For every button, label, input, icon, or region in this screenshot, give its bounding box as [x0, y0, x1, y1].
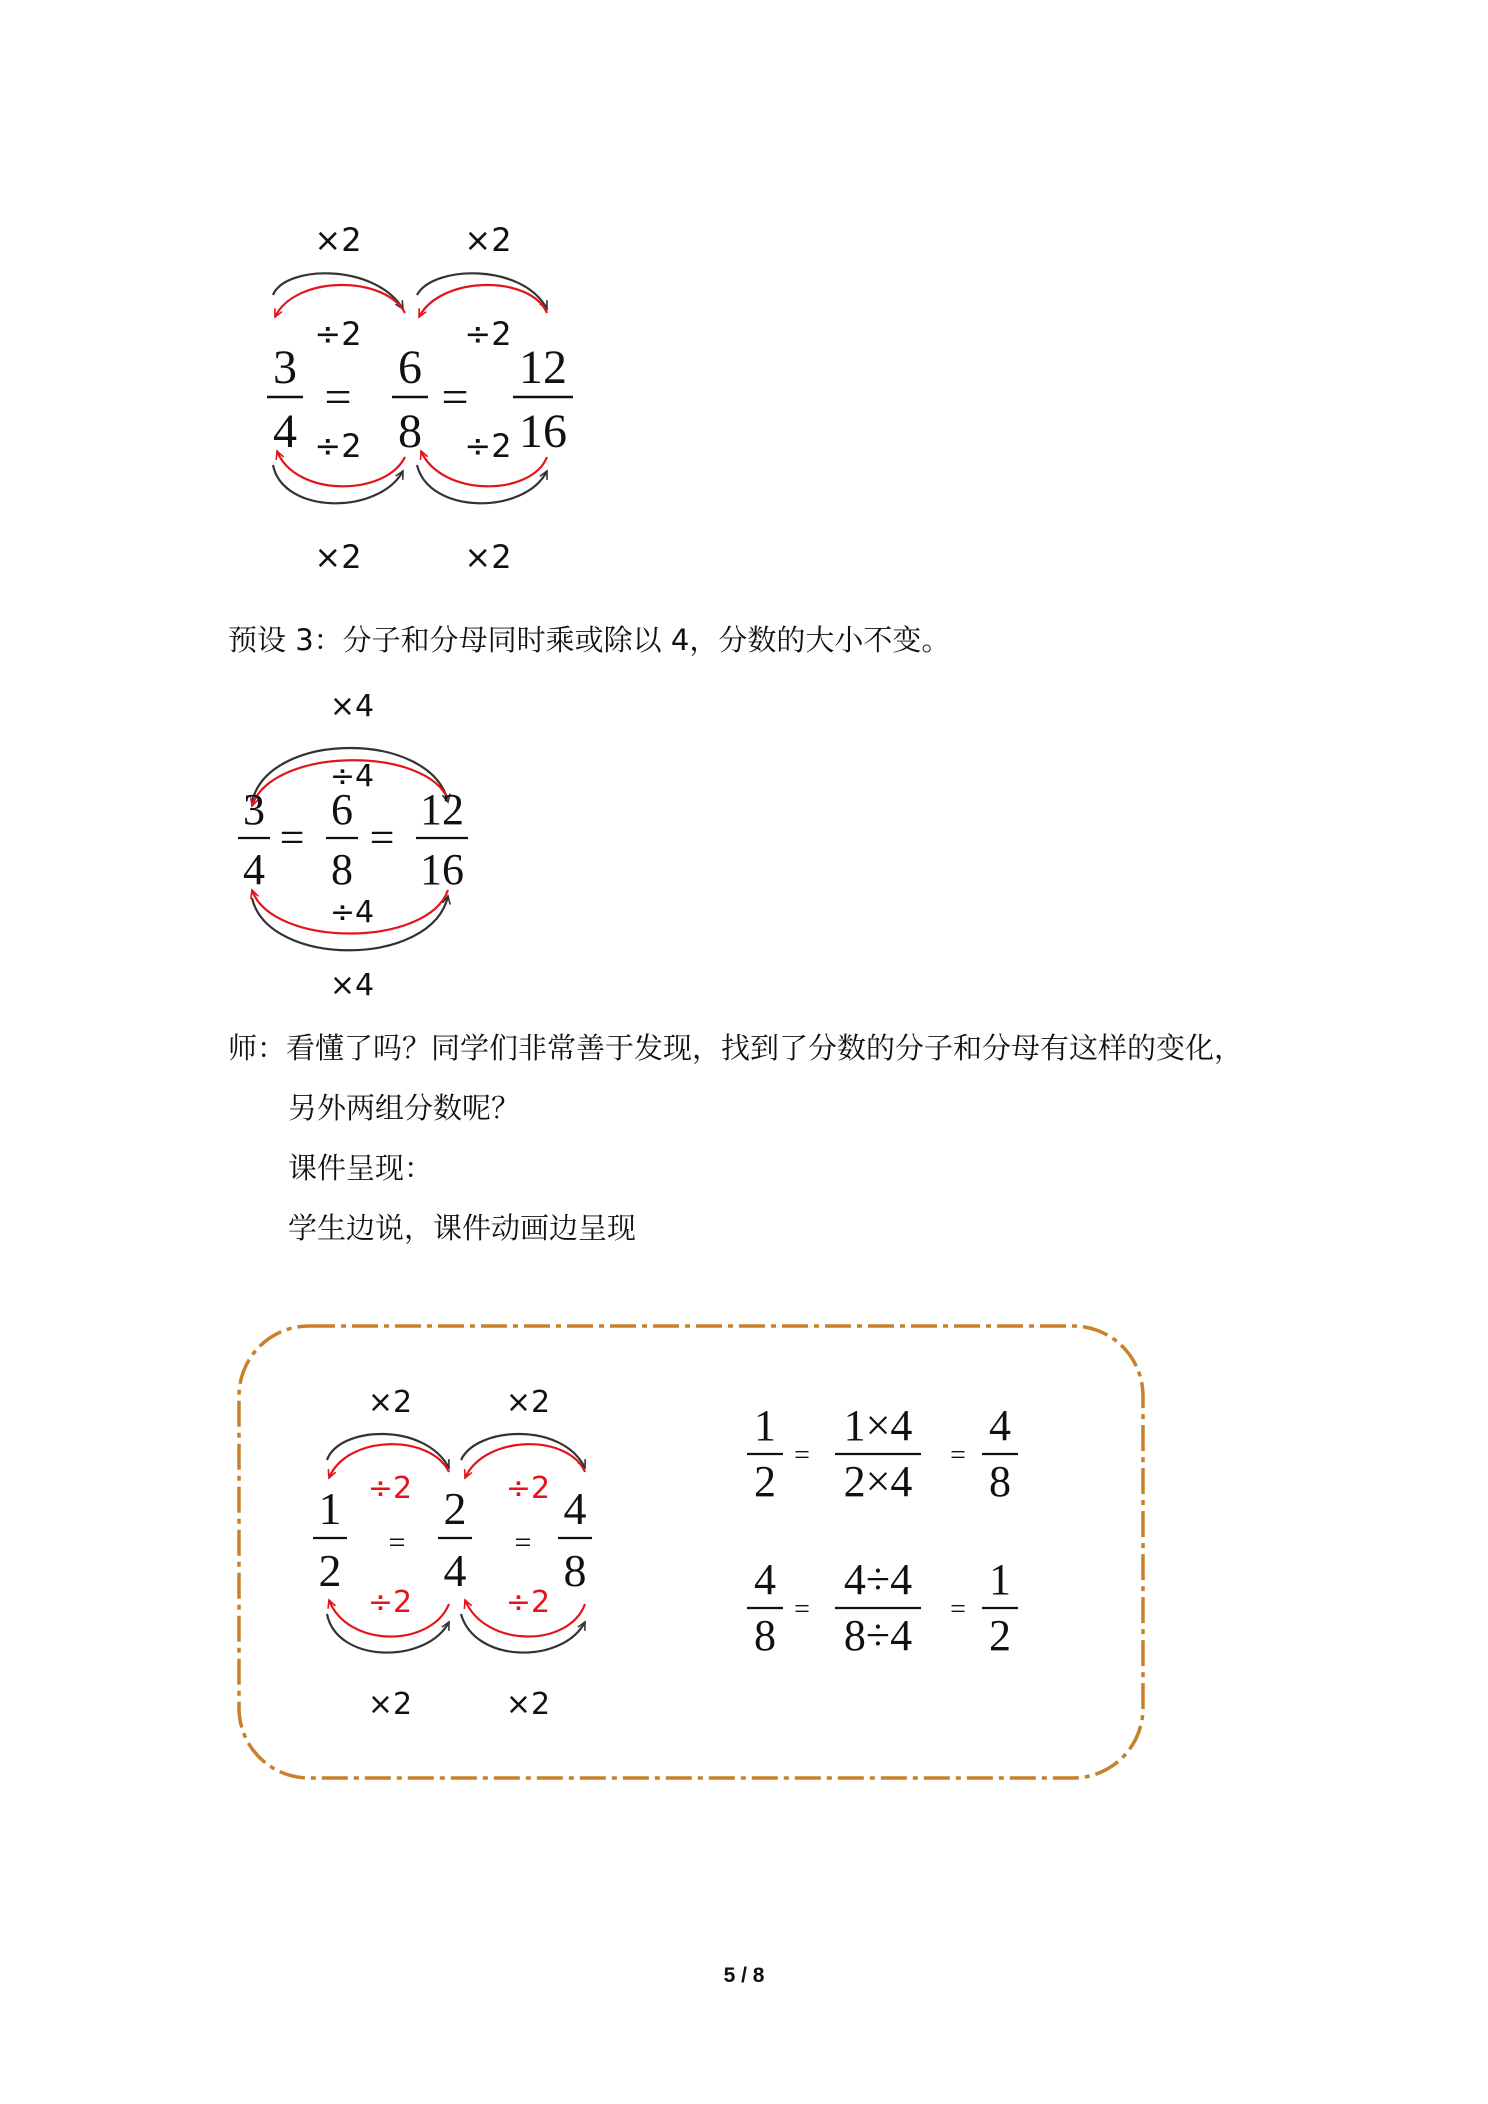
fraction-2-denominator: 4	[443, 1545, 467, 1596]
mid-top-op-2: ÷2	[464, 315, 512, 353]
teacher-line-4: 学生边说，课件动画边呈现	[288, 1211, 637, 1245]
teacher-line-3: 课件呈现：	[288, 1151, 434, 1185]
bottom-op-2: ×2	[464, 538, 512, 576]
top-arc-multiply-2	[461, 1434, 585, 1468]
row1-fraction-2-numerator: 1×4	[843, 1401, 913, 1450]
fraction-2-denominator: 8	[331, 845, 353, 894]
fraction-1-numerator: 1	[318, 1483, 342, 1534]
teacher-line-2: 另外两组分数呢？	[288, 1091, 521, 1125]
row2-fraction-1-denominator: 8	[754, 1611, 776, 1660]
fraction-1-denominator: 4	[243, 845, 265, 894]
top-arc-multiply-1	[273, 273, 403, 309]
row1-fraction-3-numerator: 4	[989, 1401, 1011, 1450]
top-op-2: ×2	[505, 1385, 551, 1420]
mid-bottom-op-1: ÷2	[314, 427, 362, 465]
fraction-1-numerator: 3	[273, 341, 297, 394]
equals-2: =	[514, 1526, 532, 1559]
bottom-op: ×4	[329, 968, 375, 1003]
equals-2: =	[441, 371, 469, 424]
row2-fraction-1-numerator: 4	[754, 1555, 776, 1604]
mid-top-op: ÷4	[329, 759, 375, 794]
mid-bottom-op-2: ÷2	[464, 427, 512, 465]
top-arc-multiply-1	[327, 1434, 449, 1468]
fraction-2-denominator: 8	[398, 405, 422, 458]
row1-equals-2: =	[950, 1440, 966, 1471]
row1-fraction-2-denominator: 2×4	[843, 1457, 913, 1506]
row2-equals-2: =	[950, 1594, 966, 1625]
fraction-3-numerator: 4	[563, 1483, 587, 1534]
preset-3-text: 预设 3：分子和分母同时乘或除以 4，分数的大小不变。	[228, 623, 951, 657]
mid-bottom-op-1: ÷2	[367, 1585, 413, 1620]
fraction-diagram-2	[232, 690, 492, 1010]
top-arc-divide-2	[419, 285, 547, 317]
row2-fraction-3-denominator: 2	[989, 1611, 1011, 1660]
fraction-3-numerator: 12	[519, 341, 567, 394]
fraction-3-denominator: 16	[519, 405, 567, 458]
teacher-line-1: 师：看懂了吗？同学们非常善于发现，找到了分数的分子和分母有这样的变化，	[228, 1031, 1244, 1065]
fraction-2-numerator: 6	[398, 341, 422, 394]
top-op-1: ×2	[367, 1385, 413, 1420]
row2-fraction-2-numerator: 4÷4	[843, 1555, 913, 1604]
fraction-2-numerator: 6	[331, 785, 353, 834]
equals-2: =	[369, 813, 395, 862]
fraction-3-denominator: 16	[420, 845, 464, 894]
mid-top-op-1: ÷2	[314, 315, 362, 353]
equals-1: =	[324, 371, 352, 424]
fraction-1-denominator: 4	[273, 405, 297, 458]
top-op-1: ×2	[314, 221, 362, 259]
top-op-2: ×2	[464, 221, 512, 259]
fraction-diagram-1	[255, 215, 585, 575]
row2-fraction-3-numerator: 1	[989, 1555, 1011, 1604]
mid-top-op-2: ÷2	[505, 1471, 551, 1506]
top-op: ×4	[329, 689, 375, 724]
equals-1: =	[388, 1526, 406, 1559]
bottom-op-1: ×2	[367, 1687, 413, 1722]
mid-bottom-op-2: ÷2	[505, 1585, 551, 1620]
bottom-op-2: ×2	[505, 1687, 551, 1722]
mid-top-op-1: ÷2	[367, 1471, 413, 1506]
row2-fraction-2-denominator: 8÷4	[843, 1611, 913, 1660]
row1-fraction-1-denominator: 2	[754, 1457, 776, 1506]
fraction-1-denominator: 2	[318, 1545, 342, 1596]
fraction-3-numerator: 12	[420, 785, 464, 834]
page-number: 5 / 8	[723, 1964, 765, 1987]
equals-1: =	[279, 813, 305, 862]
top-arc-multiply-2	[417, 273, 547, 309]
fraction-3-denominator: 8	[563, 1545, 587, 1596]
row1-fraction-1-numerator: 1	[754, 1401, 776, 1450]
courseware-box	[235, 1322, 1147, 1782]
row1-fraction-3-denominator: 8	[989, 1457, 1011, 1506]
fraction-2-numerator: 2	[443, 1483, 467, 1534]
row2-equals-1: =	[794, 1594, 810, 1625]
row1-equals-1: =	[794, 1440, 810, 1471]
bottom-op-1: ×2	[314, 538, 362, 576]
mid-bottom-op: ÷4	[329, 895, 375, 930]
fraction-1-numerator: 3	[243, 785, 265, 834]
